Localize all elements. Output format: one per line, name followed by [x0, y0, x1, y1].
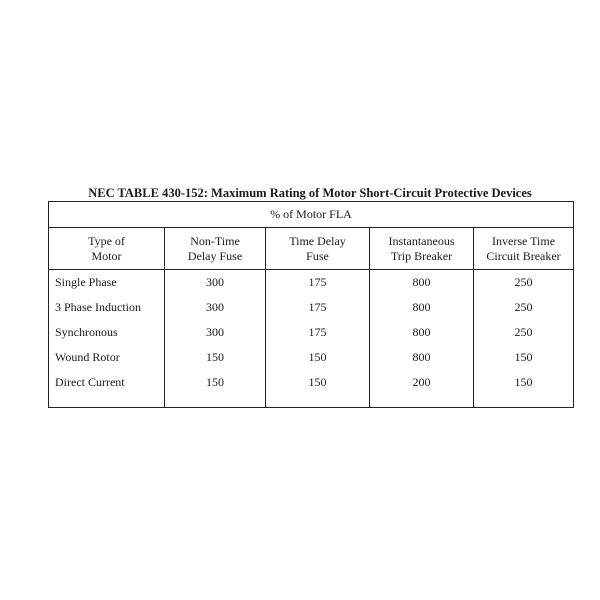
value-cell: 300 — [165, 320, 266, 345]
column-header-line: Circuit Breaker — [486, 248, 561, 263]
value-cell: 150 — [474, 370, 574, 395]
column-header-line: Instantaneous — [388, 233, 455, 248]
column-header-line: Type of — [88, 233, 125, 248]
value-cell: 150 — [474, 345, 574, 370]
spacer-cell — [49, 395, 165, 408]
column-header-inverse-time-circuit-breaker — [474, 228, 574, 270]
spacer-cell — [370, 395, 474, 408]
column-header-type — [49, 228, 165, 270]
value-cell: 250 — [474, 270, 574, 296]
value-cell: 800 — [370, 320, 474, 345]
column-header-line: Delay Fuse — [187, 248, 243, 263]
value-cell: 250 — [474, 295, 574, 320]
column-header-line: Non-Time — [190, 233, 240, 248]
value-cell: 150 — [165, 345, 266, 370]
table-row — [49, 320, 574, 345]
table-row — [49, 345, 574, 370]
column-header-line: Motor — [91, 248, 122, 263]
motor-type-cell: Direct Current — [49, 370, 165, 395]
table-bottom-spacer — [49, 395, 574, 408]
motor-type-cell: Single Phase — [49, 270, 165, 296]
column-header-line: Trip Breaker — [390, 248, 453, 263]
value-cell: 300 — [165, 270, 266, 296]
table-row — [49, 295, 574, 320]
spacer-cell — [266, 395, 370, 408]
span-header-cell: % of Motor FLA — [49, 202, 574, 228]
span-header-row — [49, 202, 574, 228]
value-cell: 300 — [165, 295, 266, 320]
value-cell: 175 — [266, 320, 370, 345]
value-cell: 200 — [370, 370, 474, 395]
column-header-time-delay-fuse — [266, 228, 370, 270]
value-cell: 175 — [266, 295, 370, 320]
value-cell: 150 — [266, 370, 370, 395]
column-header-non-time-delay-fuse — [165, 228, 266, 270]
value-cell: 800 — [370, 345, 474, 370]
table-row — [49, 270, 574, 296]
column-header-row — [49, 228, 574, 270]
value-cell: 150 — [266, 345, 370, 370]
column-header-instantaneous-trip-breaker — [370, 228, 474, 270]
motor-type-cell: 3 Phase Induction — [49, 295, 165, 320]
column-header-line: Time Delay — [289, 233, 346, 248]
spacer-cell — [165, 395, 266, 408]
column-header-line: Fuse — [306, 248, 329, 263]
value-cell: 800 — [370, 270, 474, 296]
value-cell: 800 — [370, 295, 474, 320]
value-cell: 175 — [266, 270, 370, 296]
table-row — [49, 370, 574, 395]
table-title: NEC TABLE 430-152: Maximum Rating of Motor Short-Circuit Protective Devices — [88, 186, 532, 200]
value-cell: 250 — [474, 320, 574, 345]
value-cell: 150 — [165, 370, 266, 395]
motor-protection-table — [48, 201, 574, 408]
motor-type-cell: Synchronous — [49, 320, 165, 345]
spacer-cell — [474, 395, 574, 408]
motor-type-cell: Wound Rotor — [49, 345, 165, 370]
column-header-line: Inverse Time — [492, 233, 556, 248]
